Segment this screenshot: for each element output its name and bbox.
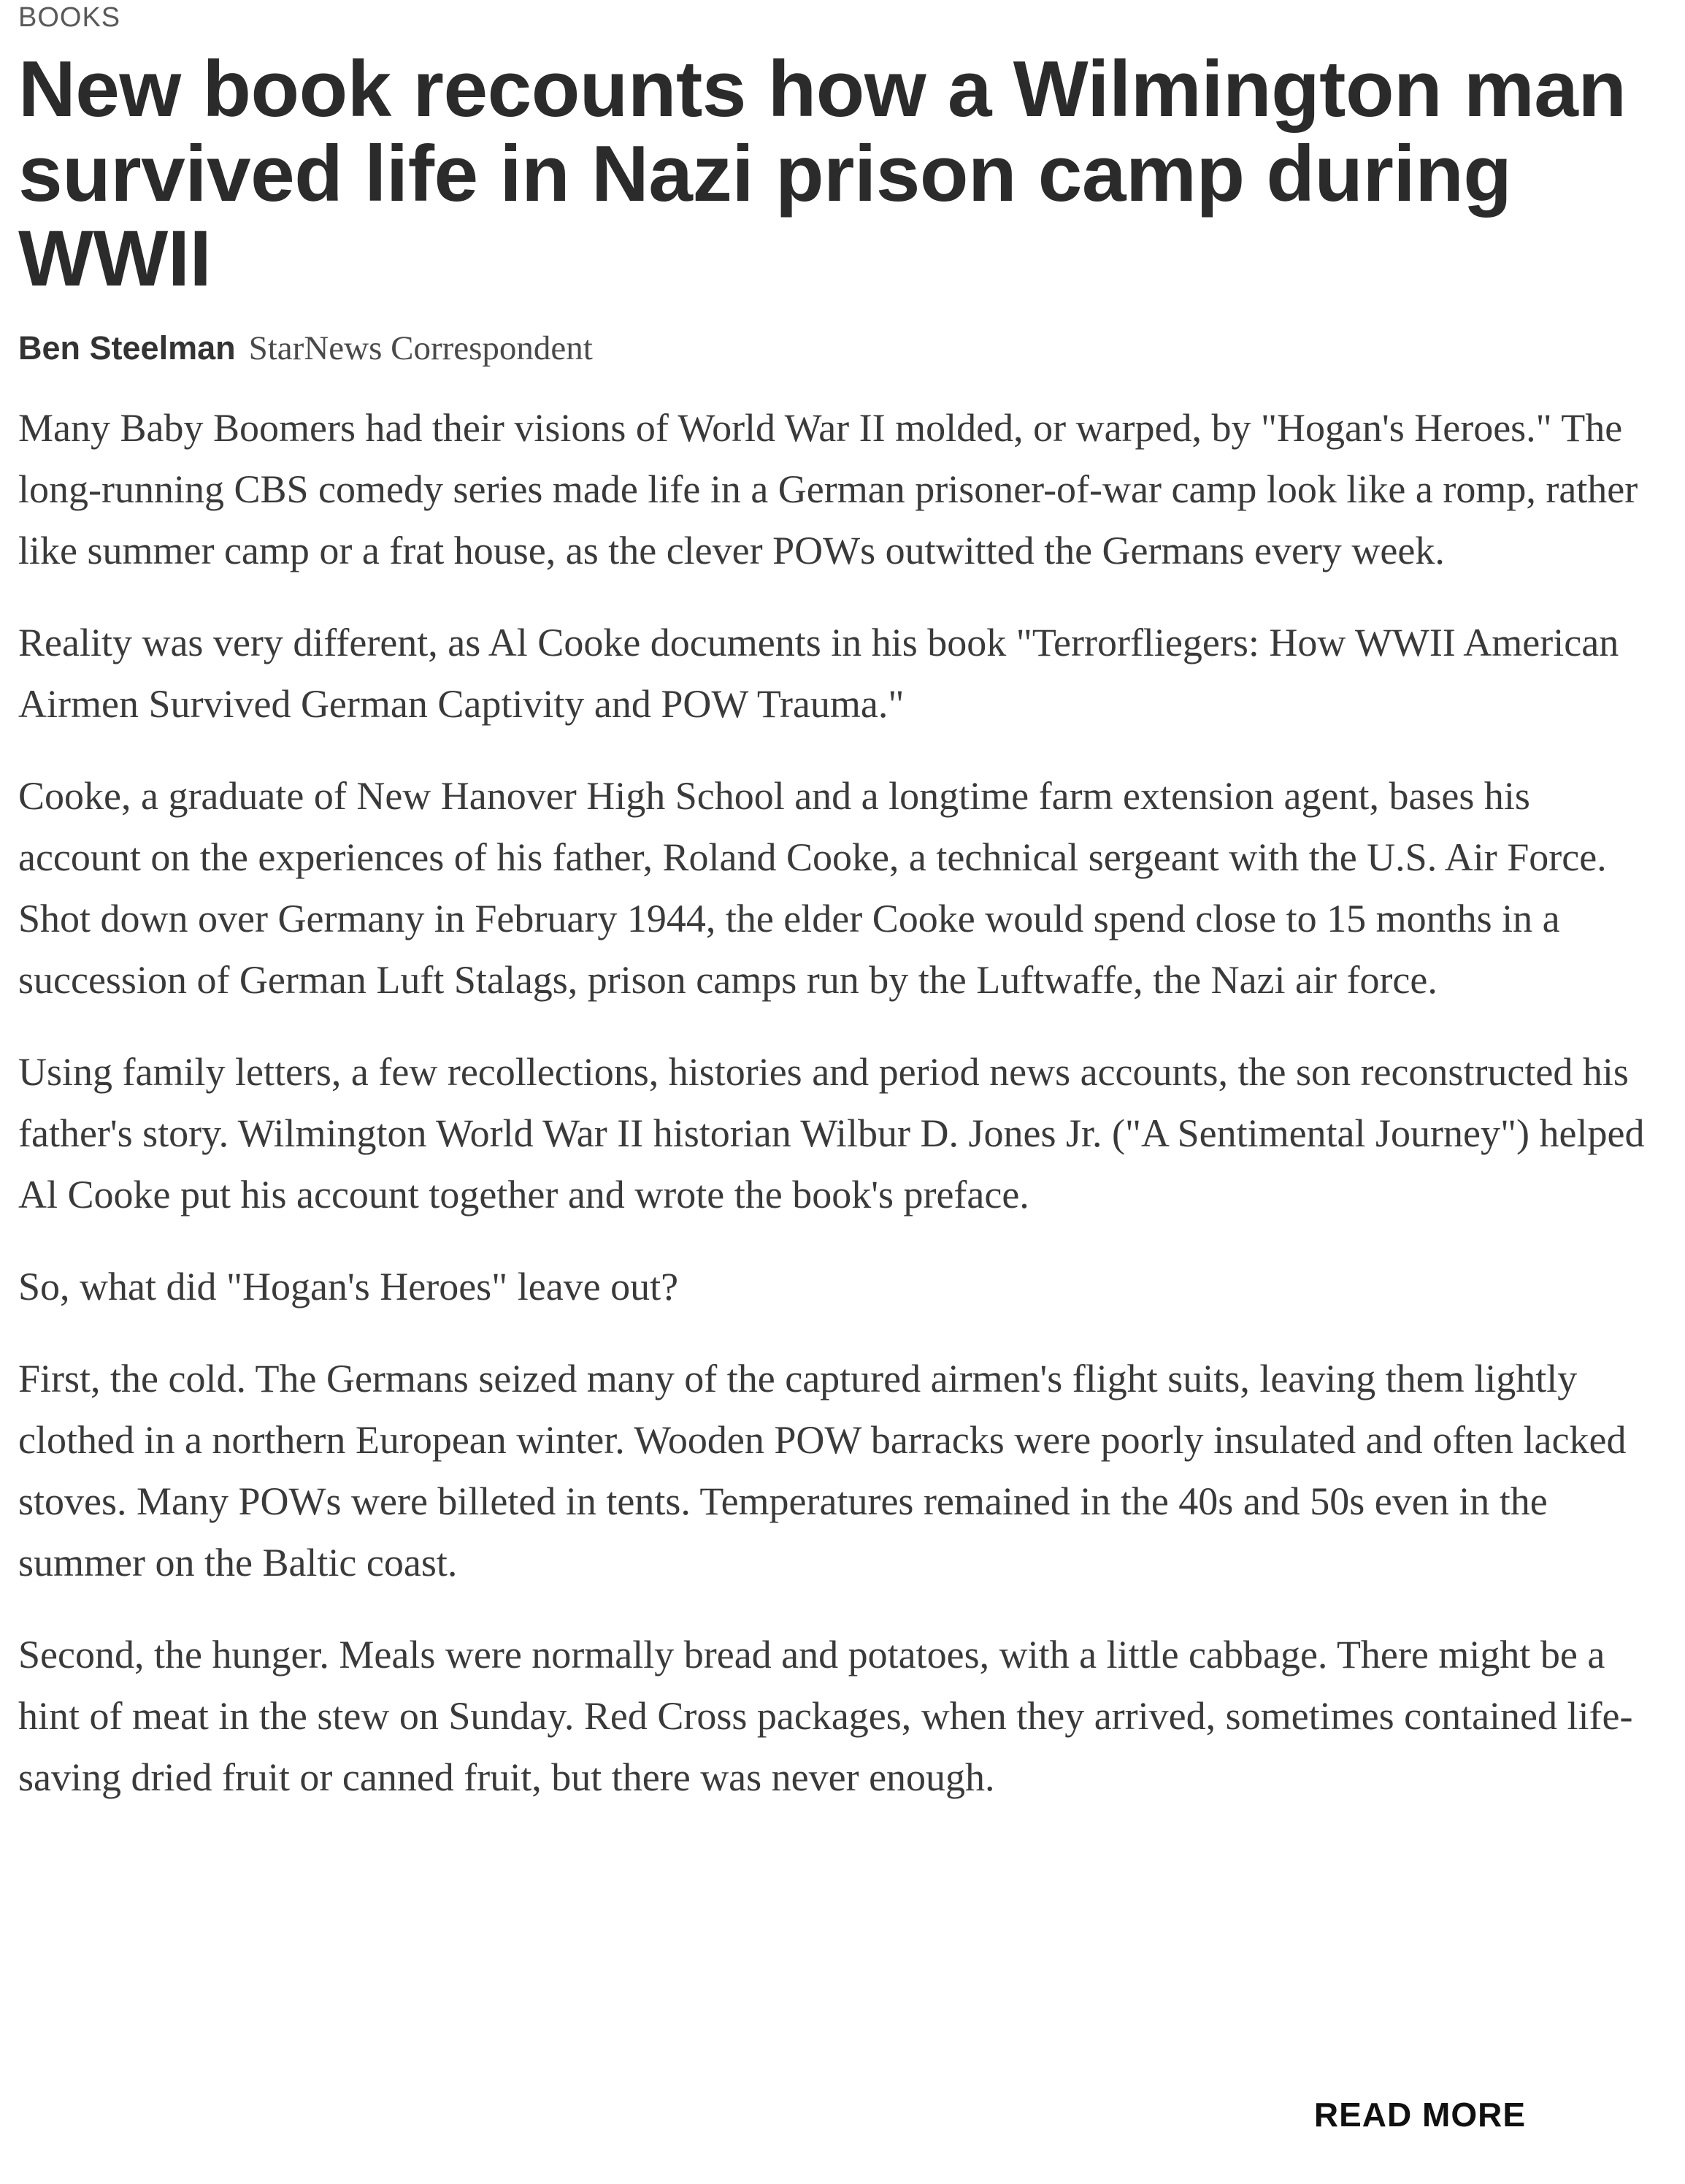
- author-name[interactable]: Ben Steelman: [18, 329, 236, 367]
- read-more-button[interactable]: READ MORE: [1313, 2096, 1526, 2134]
- author-role: StarNews Correspondent: [248, 329, 593, 367]
- article-body: [18, 397, 1657, 1808]
- paragraph-6: First, the cold. The Germans seized many of the captured airmen's flight suits, leaving them lightly clothed in a northern European winter. Wooden POW barracks were poorly insulated and often lacked stoves. Many POWs were billeted in tents. Temperatures remained in the 40s and 50s even in the summer on the Baltic coast.: [18, 1357, 1627, 1585]
- paragraph-1: Many Baby Boomers had their visions of World War II molded, or warped, by "Hogan's Heroes." The long-running CBS comedy series made life in a German prisoner-of-war camp look like a romp, rather like summer camp or a frat house, as the clever POWs outwitted the Germans every week.: [18, 406, 1638, 572]
- paragraph-2: Reality was very different, as Al Cooke documents in his book "Terrorfliegers: How WWII American Airmen Survived German Captivity and POW Trauma.": [18, 621, 1619, 726]
- paragraph-5: So, what did "Hogan's Heroes" leave out?: [18, 1265, 679, 1309]
- paragraph-3: Cooke, a graduate of New Hanover High School and a longtime farm extension agent, bases his account on the experiences of his father, Roland Cooke, a technical sergeant with the U.S. Air Force. Shot down over Germany in February 1944, the elder Cooke would spend close to 15 months in a succession of German Luft Stalags, prison camps run by the Luftwaffe, the Nazi air force.: [18, 774, 1607, 1002]
- section-label[interactable]: BOOKS: [18, 2, 121, 33]
- headline: New book recounts how a Wilmington man survived life in Nazi prison camp during WWII: [18, 45, 1627, 303]
- paragraph-4: Using family letters, a few recollections, histories and period news accounts, the son reconstructed his father's story. Wilmington World War II historian Wilbur D. Jones Jr. ("A Sentimental Journey") helped Al Cooke put his account together and wrote the book's preface.: [18, 1050, 1645, 1216]
- article: [18, 0, 1657, 1839]
- paragraph-7: Second, the hunger. Meals were normally bread and potatoes, with a little cabbage. There might be a hint of meat in the stew on Sunday. Red Cross packages, when they arrived, sometimes contained life-saving dried fruit or canned fruit, but there was never enough.: [18, 1633, 1633, 1799]
- byline: [18, 329, 1657, 372]
